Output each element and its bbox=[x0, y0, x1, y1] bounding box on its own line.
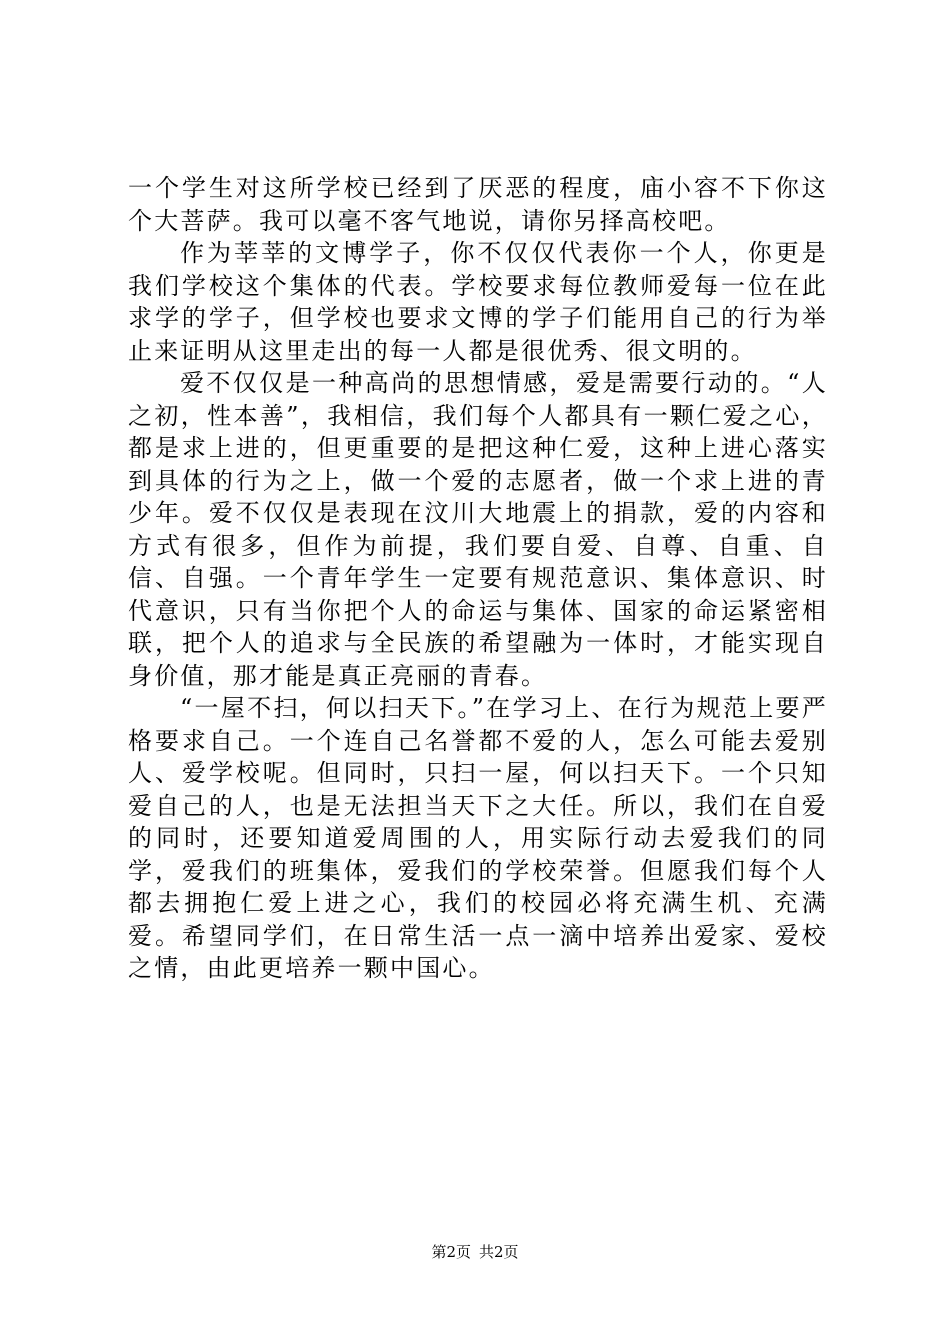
paragraph: “一屋不扫，何以扫天下。”在学习上、在行为规范上要严格要求自己。一个连自己名誉都不爱的人，怎么可能去爱别人、爱学校呢。但同时，只扫一屋，何以扫天下。一个只知爱自己的人，也是无法担当天下之大任。所以，我们在自爱的同时，还要知道爱周围的人，用实际行动去爱我们的同学，爱我们的班集体，爱我们的学校荣誉。但愿我们每个人都去拥抱仁爱上进之心，我们的校园必将充满生机、充满爱。希望同学们，在日常生活一点一滴中培养出爱家、爱校之情，由此更培养一颗中国心。 bbox=[128, 694, 828, 982]
paragraph: 作为莘莘的文博学子，你不仅仅代表你一个人，你更是我们学校这个集体的代表。学校要求每位教师爱每一位在此求学的学子，但学校也要求文博的学子们能用自己的行为举止来证明从这里走出的每一人都是很优秀、很文明的。 bbox=[128, 239, 828, 365]
page-total: 共2页 bbox=[479, 1243, 519, 1261]
paragraph: 一个学生对这所学校已经到了厌恶的程度，庙小容不下你这个大菩萨。我可以毫不客气地说，请你另择高校吧。 bbox=[128, 174, 828, 235]
paragraph: 爱不仅仅是一种高尚的思想情感，爱是需要行动的。“人之初，性本善”，我相信，我们每个人都具有一颗仁爱之心，都是求上进的，但更重要的是把这种仁爱，这种上进心落实到具体的行为之上，做一个爱的志愿者，做一个求上进的青少年。爱不仅仅是表现在汶川大地震上的捐款，爱的内容和方式有很多，但作为前提，我们要自爱、自尊、自重、自信、自强。一个青年学生一定要有规范意识、集体意识、时代意识，只有当你把个人的命运与集体、国家的命运紧密相联，把个人的追求与全民族的希望融为一体时，才能实现自身价值，那才能是真正亮丽的青春。 bbox=[128, 369, 828, 690]
page-number: 第2页 bbox=[431, 1243, 471, 1261]
document-body bbox=[128, 172, 828, 985]
page-footer bbox=[0, 1242, 950, 1262]
